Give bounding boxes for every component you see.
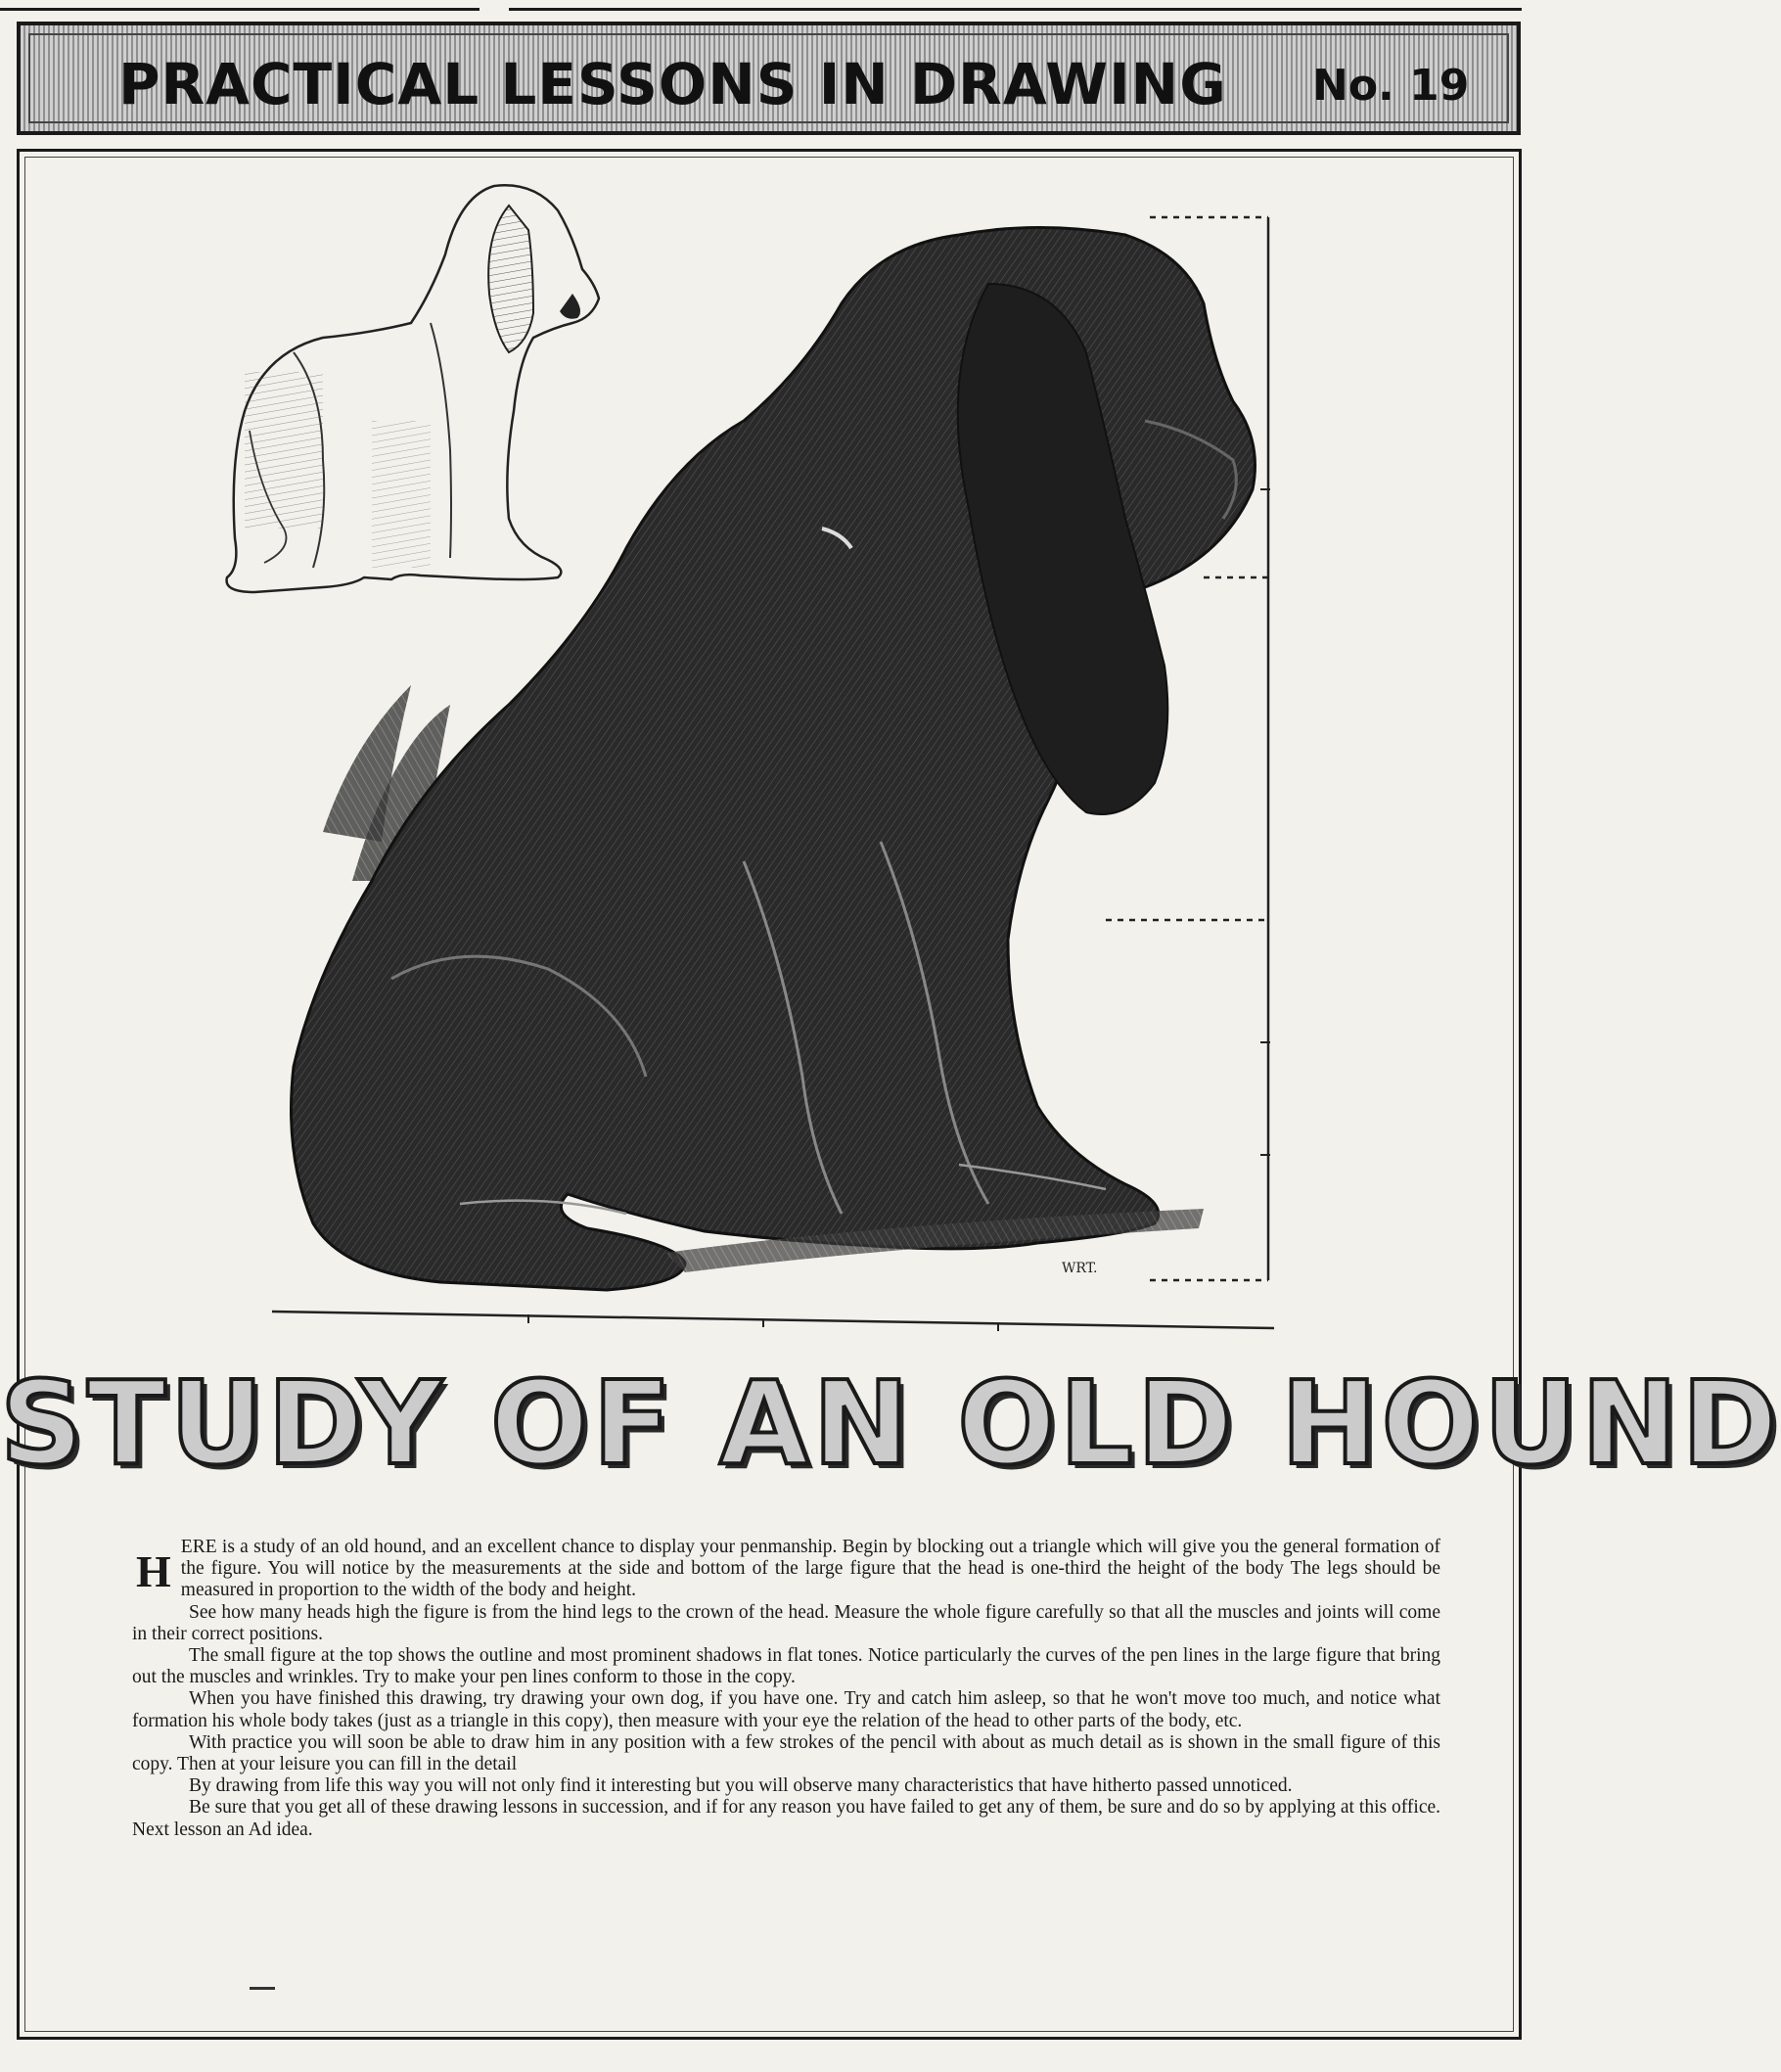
article-paragraph-5: With practice you will soon be able to draw him in any position with a few strokes of the pencil with about as much detail as is shown in the small figure of this copy. Then at your leisure you can fill in the detail [132, 1731, 1440, 1775]
article-paragraph-7: Be sure that you get all of these drawing lessons in succession, and if for any reason you have failed to get any of them, be sure and do so by applying at this office. Next lesson an Ad idea. [132, 1797, 1440, 1840]
article-paragraph-3: The small figure at the top shows the outline and most prominent shadows in flat tones. Notice particularly the curves of the pen lines in the large figure that bring out the muscles and wrinkles. Try to make your pen lines conform to those in the copy. [132, 1645, 1440, 1688]
article-paragraph-2: See how many heads high the figure is from the hind legs to the crown of the head. Measure the whole figure carefully so that all the muscles and joints will come in their correct positions. [132, 1601, 1440, 1644]
article-paragraph-6: By drawing from life this way you will not only find it interesting but you will observe many characteristics that have hitherto passed unnoticed. [189, 1775, 1293, 1797]
article-paragraph-4: When you have finished this drawing, try drawing your own dog, if you have one. Try and catch him asleep, so that he won't move too much, and notice what formation his whole body takes (just as a triangle in this copy), then measure with your eye the relation of the head to other parts of the body, etc. [132, 1688, 1440, 1731]
artist-signature: WRT. [1062, 1261, 1098, 1276]
paragraph-text: ERE is a study of an old hound, and an excellent chance to display your penmanship. Begin by blocking out a triangle which will give you the general formation of the figure. You will notice by the measurements at the side and bottom of the large figure that the head is one-third the height of the body The legs should be measured in proportion to the width of the body and height. [180, 1537, 1440, 1601]
article-body [132, 1537, 1440, 1841]
main-title: STUDY OF AN OLD HOUND [0, 1356, 1781, 1491]
banner-title: PRACTICAL LESSONS IN DRAWING [118, 51, 1227, 117]
article-paragraph-1 [132, 1537, 1440, 1602]
drop-cap: H [136, 1546, 171, 1596]
lesson-number: No. 19 [1312, 61, 1470, 111]
footer-dash [250, 1987, 275, 1990]
small-outline-dog [227, 185, 599, 592]
